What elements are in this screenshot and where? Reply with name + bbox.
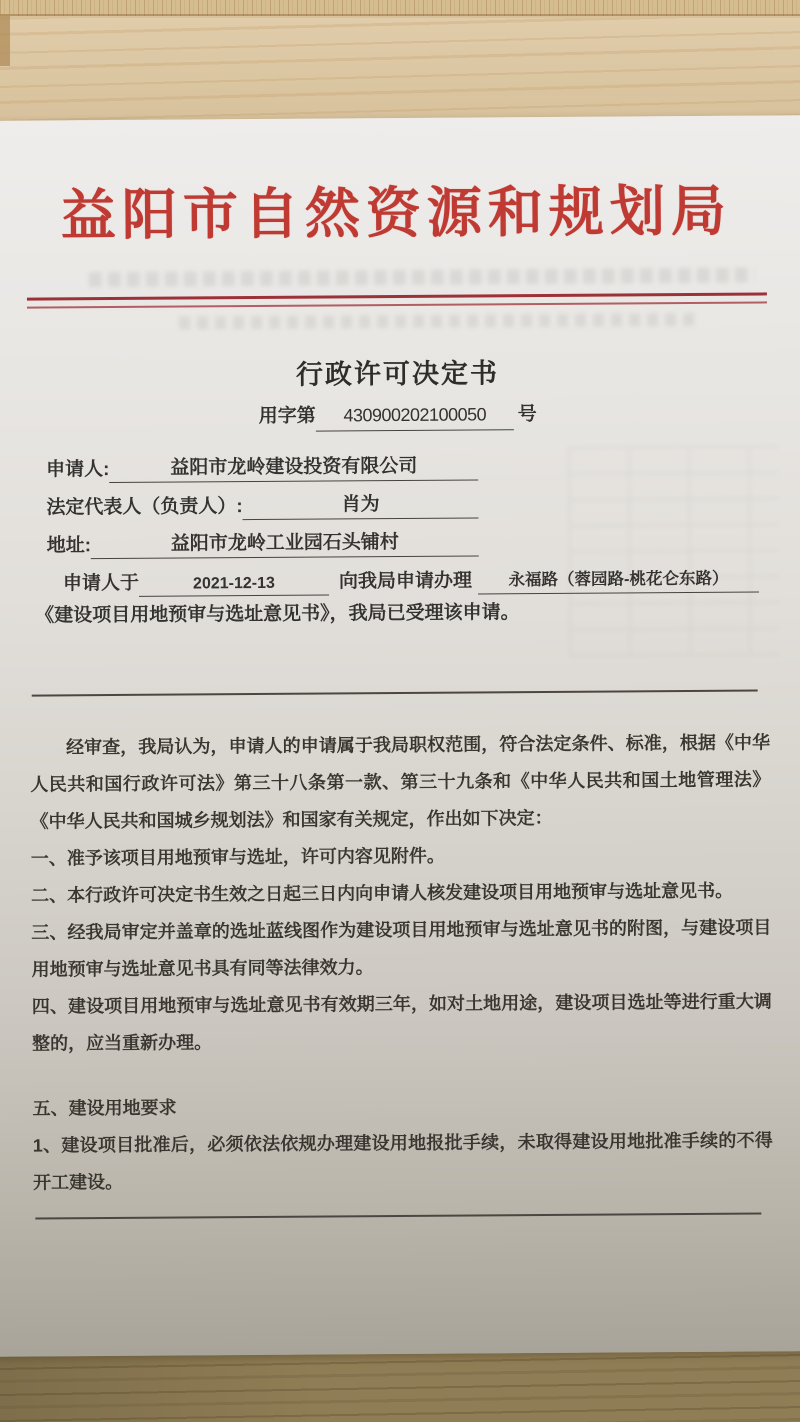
document-number-prefix: 用字第 (258, 405, 316, 428)
section-divider-top (32, 690, 758, 697)
wood-edge-corner (0, 14, 10, 66)
field-row-legal-representative (46, 481, 478, 522)
agency-header: 益阳市自然资源和规划局 (60, 179, 733, 247)
bleed-through-smudge (179, 313, 695, 330)
requirement-item-1: 1、建设项目批准后，必须依法依规办理建设用地报批手续，未取得建设用地批准手续的不得开工建设。 (32, 1130, 773, 1193)
applicant-fields (46, 443, 479, 560)
field-value-applicant: 益阳市龙岭建设投资有限公司 (109, 451, 478, 484)
decision-item-4: 四、建设项目用地预审与选址意见书有效期三年，如对土地用途，建设项目选址等进行重大调整的，应当重新办理。 (31, 991, 772, 1054)
red-rule-thin (27, 302, 767, 309)
section-divider-bottom (35, 1213, 761, 1220)
field-value-address: 益阳市龙岭工业园石头铺村 (91, 527, 479, 560)
document-number-value: 430900202100050 (316, 399, 514, 431)
field-label-applicant: 申请人: (46, 459, 110, 481)
document-number-row (28, 398, 768, 434)
decision-item-3: 三、经我局审定并盖章的选址蓝线图作为建设项目用地预审与选址意见书的附图，与建设项目用地预审与选址意见书具有同等法律效力。 (31, 917, 772, 980)
application-lead: 申请人于 (62, 573, 140, 595)
application-project: 永福路（蓉园路-桃花仑东路） (478, 565, 759, 595)
bleed-through-smudge (89, 268, 755, 288)
requirements-heading: 五、建设用地要求 (32, 1097, 177, 1119)
field-label-legal-representative: 法定代表人（负责人）: (46, 496, 243, 519)
field-label-address: 地址: (46, 535, 92, 557)
application-tail: 《建设项目用地预审与选址意见书》，我局已受理该申请。 (35, 602, 520, 627)
application-row (63, 555, 759, 598)
decision-item-1: 一、准予该项目用地预审与选址，许可内容见附件。 (30, 845, 445, 869)
decision-intro: 经审查，我局认为，申请人的申请属于我局职权范围，符合法定条件、标准，根据《中华人民共和国行政许可法》第三十八条第一款、第三十九条和《中华人民共和国土地管理法》《中华人民共和国城乡规划法》和国家有关规定，作出如下决定： (30, 732, 771, 832)
document-title: 行政许可决定书 (295, 358, 500, 390)
wood-edge-strip (0, 0, 800, 16)
document-number-suffix: 号 (517, 404, 537, 426)
field-value-legal-representative: 肖为 (243, 489, 479, 521)
document-sheet (0, 115, 800, 1357)
field-row-address (46, 519, 478, 560)
application-middle: 向我局申请办理 (338, 570, 473, 593)
field-row-applicant (46, 443, 478, 484)
decision-item-2: 二、本行政许可决定书生效之日起三日内向申请人核发建设项目用地预审与选址意见书。 (31, 880, 734, 906)
red-rule-thick (27, 293, 767, 301)
application-date: 2021-12-13 (139, 575, 329, 597)
